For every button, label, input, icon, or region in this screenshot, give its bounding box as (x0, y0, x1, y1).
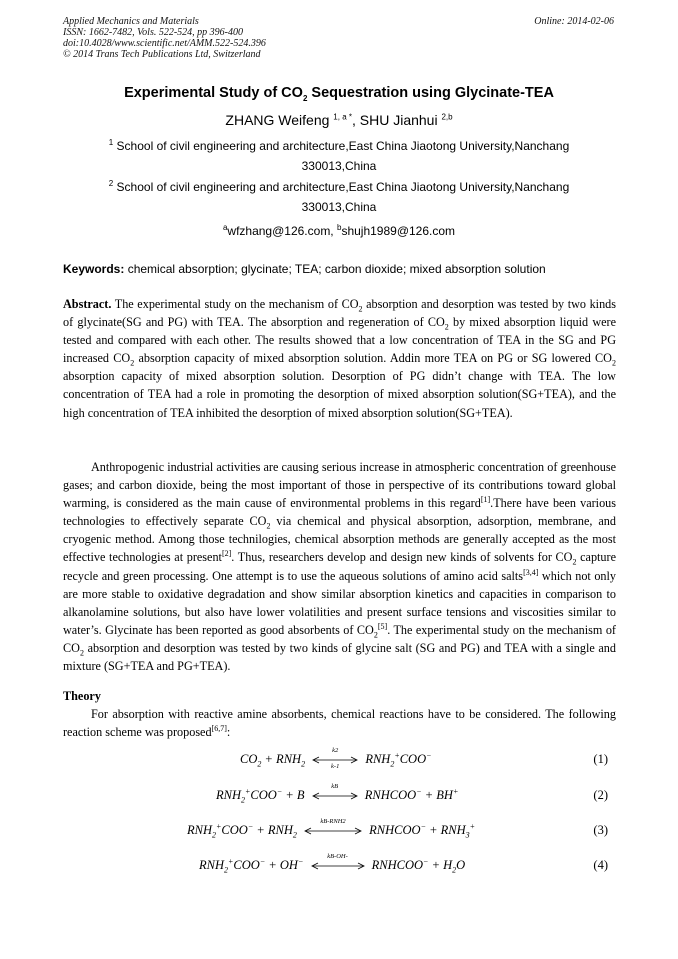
equation-3: $RNH_2^+COO^- + RNH_2$ kB-RNH2 RNHCOO− + $RNH_3^+$ (3) (187, 818, 608, 840)
equation-number: (3) (593, 823, 608, 837)
doi-line: doi:10.4028/www.scientific.net/AMM.522-524.396 (63, 38, 266, 49)
author-list: ZHANG Weifeng $^{1, a *}$, SHU Jianhui $^{2,b}$ (225, 112, 453, 128)
keywords (63, 261, 618, 277)
theory-paragraph: For absorption with reactive amine absorbents, chemical reactions have to be considered. The following reaction scheme was proposed[6,7]: (63, 707, 616, 740)
email-b: shujh1989@126.com (341, 224, 456, 238)
reversible-arrow-icon: k2 k-1 (311, 753, 359, 767)
journal-name: Applied Mechanics and Materials (63, 16, 199, 27)
keywords-text: chemical absorption; glycinate; TEA; carbon dioxide; mixed absorption solution (124, 262, 546, 276)
introduction-paragraph: Anthropogenic industrial activities are causing serious increase in atmospheric concentration of greenhouse gases; and carbon dioxide, being the most important of those in perspective of its contributions toward global warming, is considered as the main cause of environmental problems in this regard[1].There have been various technologies to effectively separate $CO_2$ via chemical and physical absorption, adsorption, membrane, and cryogenic method. Among those technilogies, chemical absorption methods are generally accepted as the most effective technologies at present[2]. Thus, researchers develop and design new kinds of solvents for $CO_2$ capture recycle and green processing. One attempt is to use the aqueous solutions of amino acid salts[3,4] which not only are more stable to oxidative degradation and show similar absorption kinetics and capacities in comparison to alkanolamine solutions, but also have lower volatilities and present surface tensions and viscosities similar to water’s. Glycinate has been reported as good absorbents of $CO_2[5]$. The experimental study on the mechanism of $CO_2$ absorption and desorption was tested by two kinds of glycine salt (SG and PG) and TEA with a single and mixture (SG+TEA and PG+TEA). (63, 460, 616, 674)
reversible-arrow-icon: kB-RNH2 (303, 824, 363, 838)
keywords-label: Keywords: (63, 262, 125, 276)
online-date: Online: 2014-02-06 (534, 16, 614, 27)
paper-title: Experimental Study of $CO_2$ Sequestration using Glycinate-TEA (124, 85, 554, 103)
equation-number: (4) (593, 858, 608, 872)
section-heading-theory: Theory (63, 689, 101, 703)
issn-line: ISSN: 1662-7482, Vols. 522-524, pp 396-400 (63, 27, 243, 38)
equation-number: (1) (593, 752, 608, 766)
equation-1: $CO_2 + RNH_2$ k2 k-1 $RNH_2^+COO^-$ (1) (240, 747, 608, 771)
abstract: Abstract. The experimental study on the mechanism of $CO_2$ absorption and desorption was tested by two kinds of glycinate(SG and PG) with TEA. The absorption and regeneration of $CO_2$ by mixed absorption liquid were tested and compared with each other. The results showed that a low concentration of TEA in the SG and PG increased $CO_2$ absorption capacity of mixed absorption solution. Addin more TEA on PG or SG lowered $CO_2$ absorption capacity of mixed absorption solution. Desorption of PG didn’t change with TEA. The low concentration of TEA had a role in promoting the desorption of mixed absorption solution(SG+TEA), and the high concentration of TEA inhibited the desorption of mixed absorption solution(SG+TEA). (63, 297, 616, 420)
abstract-label: Abstract. (63, 297, 112, 311)
copyright-line: © 2014 Trans Tech Publications Ltd, Switzerland (63, 49, 261, 60)
equation-number: (2) (593, 788, 608, 802)
affiliation-1: $^1$ School of civil engineering and architecture,East China Jiaotong University,Nanchang 330013,China (108, 138, 570, 173)
email-a: wfzhang@126.com, (227, 224, 337, 238)
author-1: ZHANG Weifeng (225, 112, 334, 128)
equation-2: $RNH_2^+COO^- + B$ kB RNHCOO− + BH+ (2) (216, 783, 608, 805)
affiliation-2: $^2$ School of civil engineering and architecture,East China Jiaotong University,Nanchang 330013,China (108, 179, 570, 214)
reversible-arrow-icon: kB-OH- (310, 859, 366, 873)
author-2: , SHU Jianhui (351, 112, 442, 128)
journal-header (63, 16, 266, 60)
reversible-arrow-icon: kB (311, 789, 359, 803)
equation-4: $RNH_2^+COO^- + OH^-$ kB-OH- RNHCOO− + $H_2O$ (4) (199, 853, 608, 875)
author-emails: $^a$wfzhang@126.com, $^b$shujh1989@126.com (222, 223, 456, 238)
